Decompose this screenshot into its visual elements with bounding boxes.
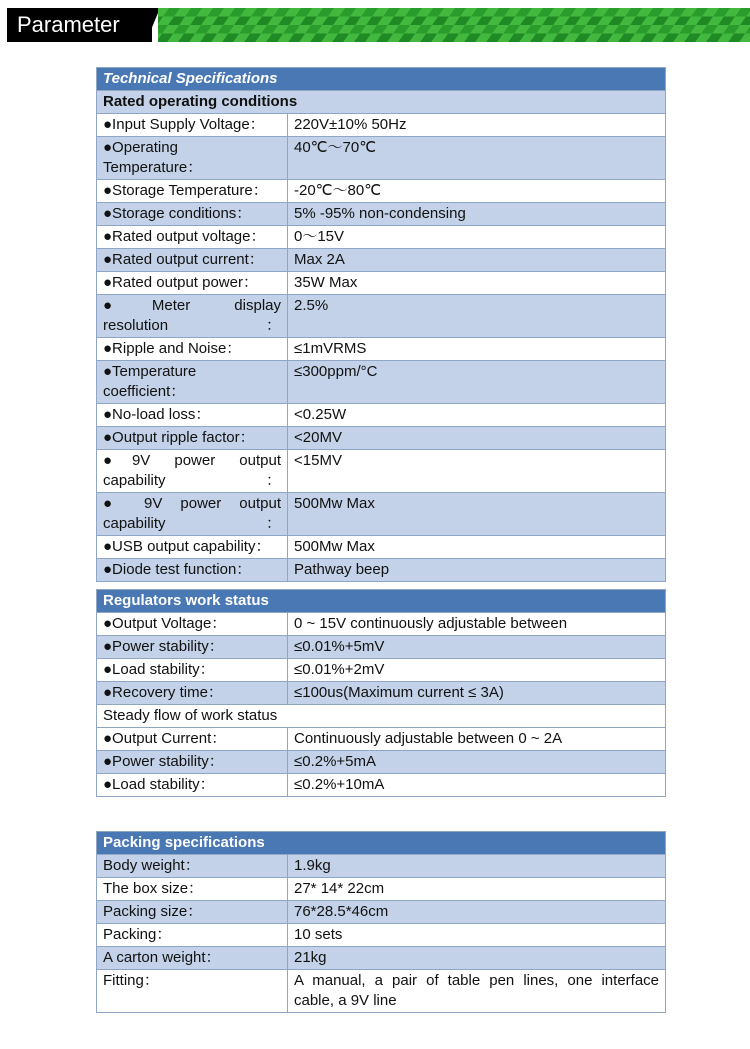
spec-label: ●Temperature coefficient：	[97, 361, 288, 404]
spec-value: 40℃～70℃	[288, 137, 666, 180]
spec-value: -20℃～80℃	[288, 180, 666, 203]
spec-label: ●Storage Temperature：	[97, 180, 288, 203]
table-row	[97, 613, 666, 636]
spec-label: ●Input Supply Voltage：	[97, 114, 288, 137]
table-row	[97, 659, 666, 682]
table-row	[97, 338, 666, 361]
spec-value: ≤0.2%+10mA	[288, 774, 666, 797]
spec-value: 2.5%	[288, 295, 666, 338]
spec-label: ●Operating Temperature：	[97, 137, 288, 180]
table-row	[97, 636, 666, 659]
spec-value: 500Mw Max	[288, 493, 666, 536]
table-row	[97, 751, 666, 774]
table-row	[97, 272, 666, 295]
spec-label: ●Storage conditions：	[97, 203, 288, 226]
packing-specifications-table	[96, 831, 666, 1013]
table-row	[97, 855, 666, 878]
spec-value: A manual, a pair of table pen lines, one interface cable, a 9V line	[288, 970, 666, 1013]
spec-label: ●Rated output power：	[97, 272, 288, 295]
spec-label: Packing：	[97, 924, 288, 947]
table-row	[97, 226, 666, 249]
spec-label: ●Power stability：	[97, 636, 288, 659]
spec-value: 0～15V	[288, 226, 666, 249]
spec-label: A carton weight：	[97, 947, 288, 970]
table-row	[97, 249, 666, 272]
spec-value: 76*28.5*46cm	[288, 901, 666, 924]
spec-label: The box size：	[97, 878, 288, 901]
spec-value: ≤1mVRMS	[288, 338, 666, 361]
spec-label: Packing size：	[97, 901, 288, 924]
spec-value: Max 2A	[288, 249, 666, 272]
steady-flow-heading: Steady flow of work status	[97, 705, 666, 728]
table-row	[97, 114, 666, 137]
table-row	[97, 536, 666, 559]
spec-label: ●9V power output capability：	[97, 450, 288, 493]
spec-value: Pathway beep	[288, 559, 666, 582]
banner-pattern	[158, 8, 750, 42]
section-heading: Rated operating conditions	[97, 91, 666, 114]
spec-label: ●Output ripple factor：	[97, 427, 288, 450]
table-title: Technical Specifications	[97, 68, 666, 91]
table-row	[97, 295, 666, 338]
spec-label: ●Rated output current：	[97, 249, 288, 272]
table-row	[97, 878, 666, 901]
spec-value: 5% -95% non-condensing	[288, 203, 666, 226]
spec-label: ●Meter display resolution：	[97, 295, 288, 338]
table-row	[97, 180, 666, 203]
spec-value: 10 sets	[288, 924, 666, 947]
spec-value: 27* 14* 22cm	[288, 878, 666, 901]
table-title: Regulators work status	[97, 590, 666, 613]
banner-title: Parameter	[7, 8, 152, 42]
spec-value: 0 ~ 15V continuously adjustable between	[288, 613, 666, 636]
spec-value: ≤0.01%+2mV	[288, 659, 666, 682]
technical-specifications-table	[96, 67, 666, 582]
spec-value: 21kg	[288, 947, 666, 970]
table-row	[97, 924, 666, 947]
table-title: Packing specifications	[97, 832, 666, 855]
spec-label: ●Power stability：	[97, 751, 288, 774]
table-row	[97, 450, 666, 493]
table-row	[97, 970, 666, 1013]
table-row	[97, 493, 666, 536]
spec-label: ●Ripple and Noise：	[97, 338, 288, 361]
spec-label: ●Rated output voltage：	[97, 226, 288, 249]
spec-label: ●Load stability：	[97, 774, 288, 797]
table-row	[97, 901, 666, 924]
spec-value: <15MV	[288, 450, 666, 493]
spec-label: ●Load stability：	[97, 659, 288, 682]
table-row	[97, 404, 666, 427]
spec-label: ●USB output capability：	[97, 536, 288, 559]
table-row	[97, 203, 666, 226]
spec-label: ●Recovery time：	[97, 682, 288, 705]
table-row	[97, 682, 666, 705]
table-row	[97, 728, 666, 751]
spec-label: Fitting：	[97, 970, 288, 1013]
spec-label: ●Diode test function：	[97, 559, 288, 582]
spec-value: ≤100us(Maximum current ≤ 3A)	[288, 682, 666, 705]
table-row	[97, 947, 666, 970]
spec-value: ≤300ppm/°C	[288, 361, 666, 404]
table-row	[97, 427, 666, 450]
spec-value: ≤0.2%+5mA	[288, 751, 666, 774]
parameter-banner	[0, 8, 750, 42]
spec-label: ●Output Voltage：	[97, 613, 288, 636]
table-row	[97, 137, 666, 180]
spec-value: 35W Max	[288, 272, 666, 295]
spec-value: Continuously adjustable between 0 ~ 2A	[288, 728, 666, 751]
table-row	[97, 559, 666, 582]
spec-label: ●No-load loss：	[97, 404, 288, 427]
table-row	[97, 361, 666, 404]
regulators-work-status-table	[96, 589, 666, 797]
spec-value: ≤0.01%+5mV	[288, 636, 666, 659]
banner-pattern-graphic	[158, 8, 750, 42]
spec-value: 500Mw Max	[288, 536, 666, 559]
spec-value: <20MV	[288, 427, 666, 450]
spec-label: Body weight：	[97, 855, 288, 878]
spec-value: 220V±10% 50Hz	[288, 114, 666, 137]
table-row	[97, 774, 666, 797]
spec-value: 1.9kg	[288, 855, 666, 878]
spec-label: ● 9V power output capability：	[97, 493, 288, 536]
spec-label: ●Output Current：	[97, 728, 288, 751]
spec-value: <0.25W	[288, 404, 666, 427]
